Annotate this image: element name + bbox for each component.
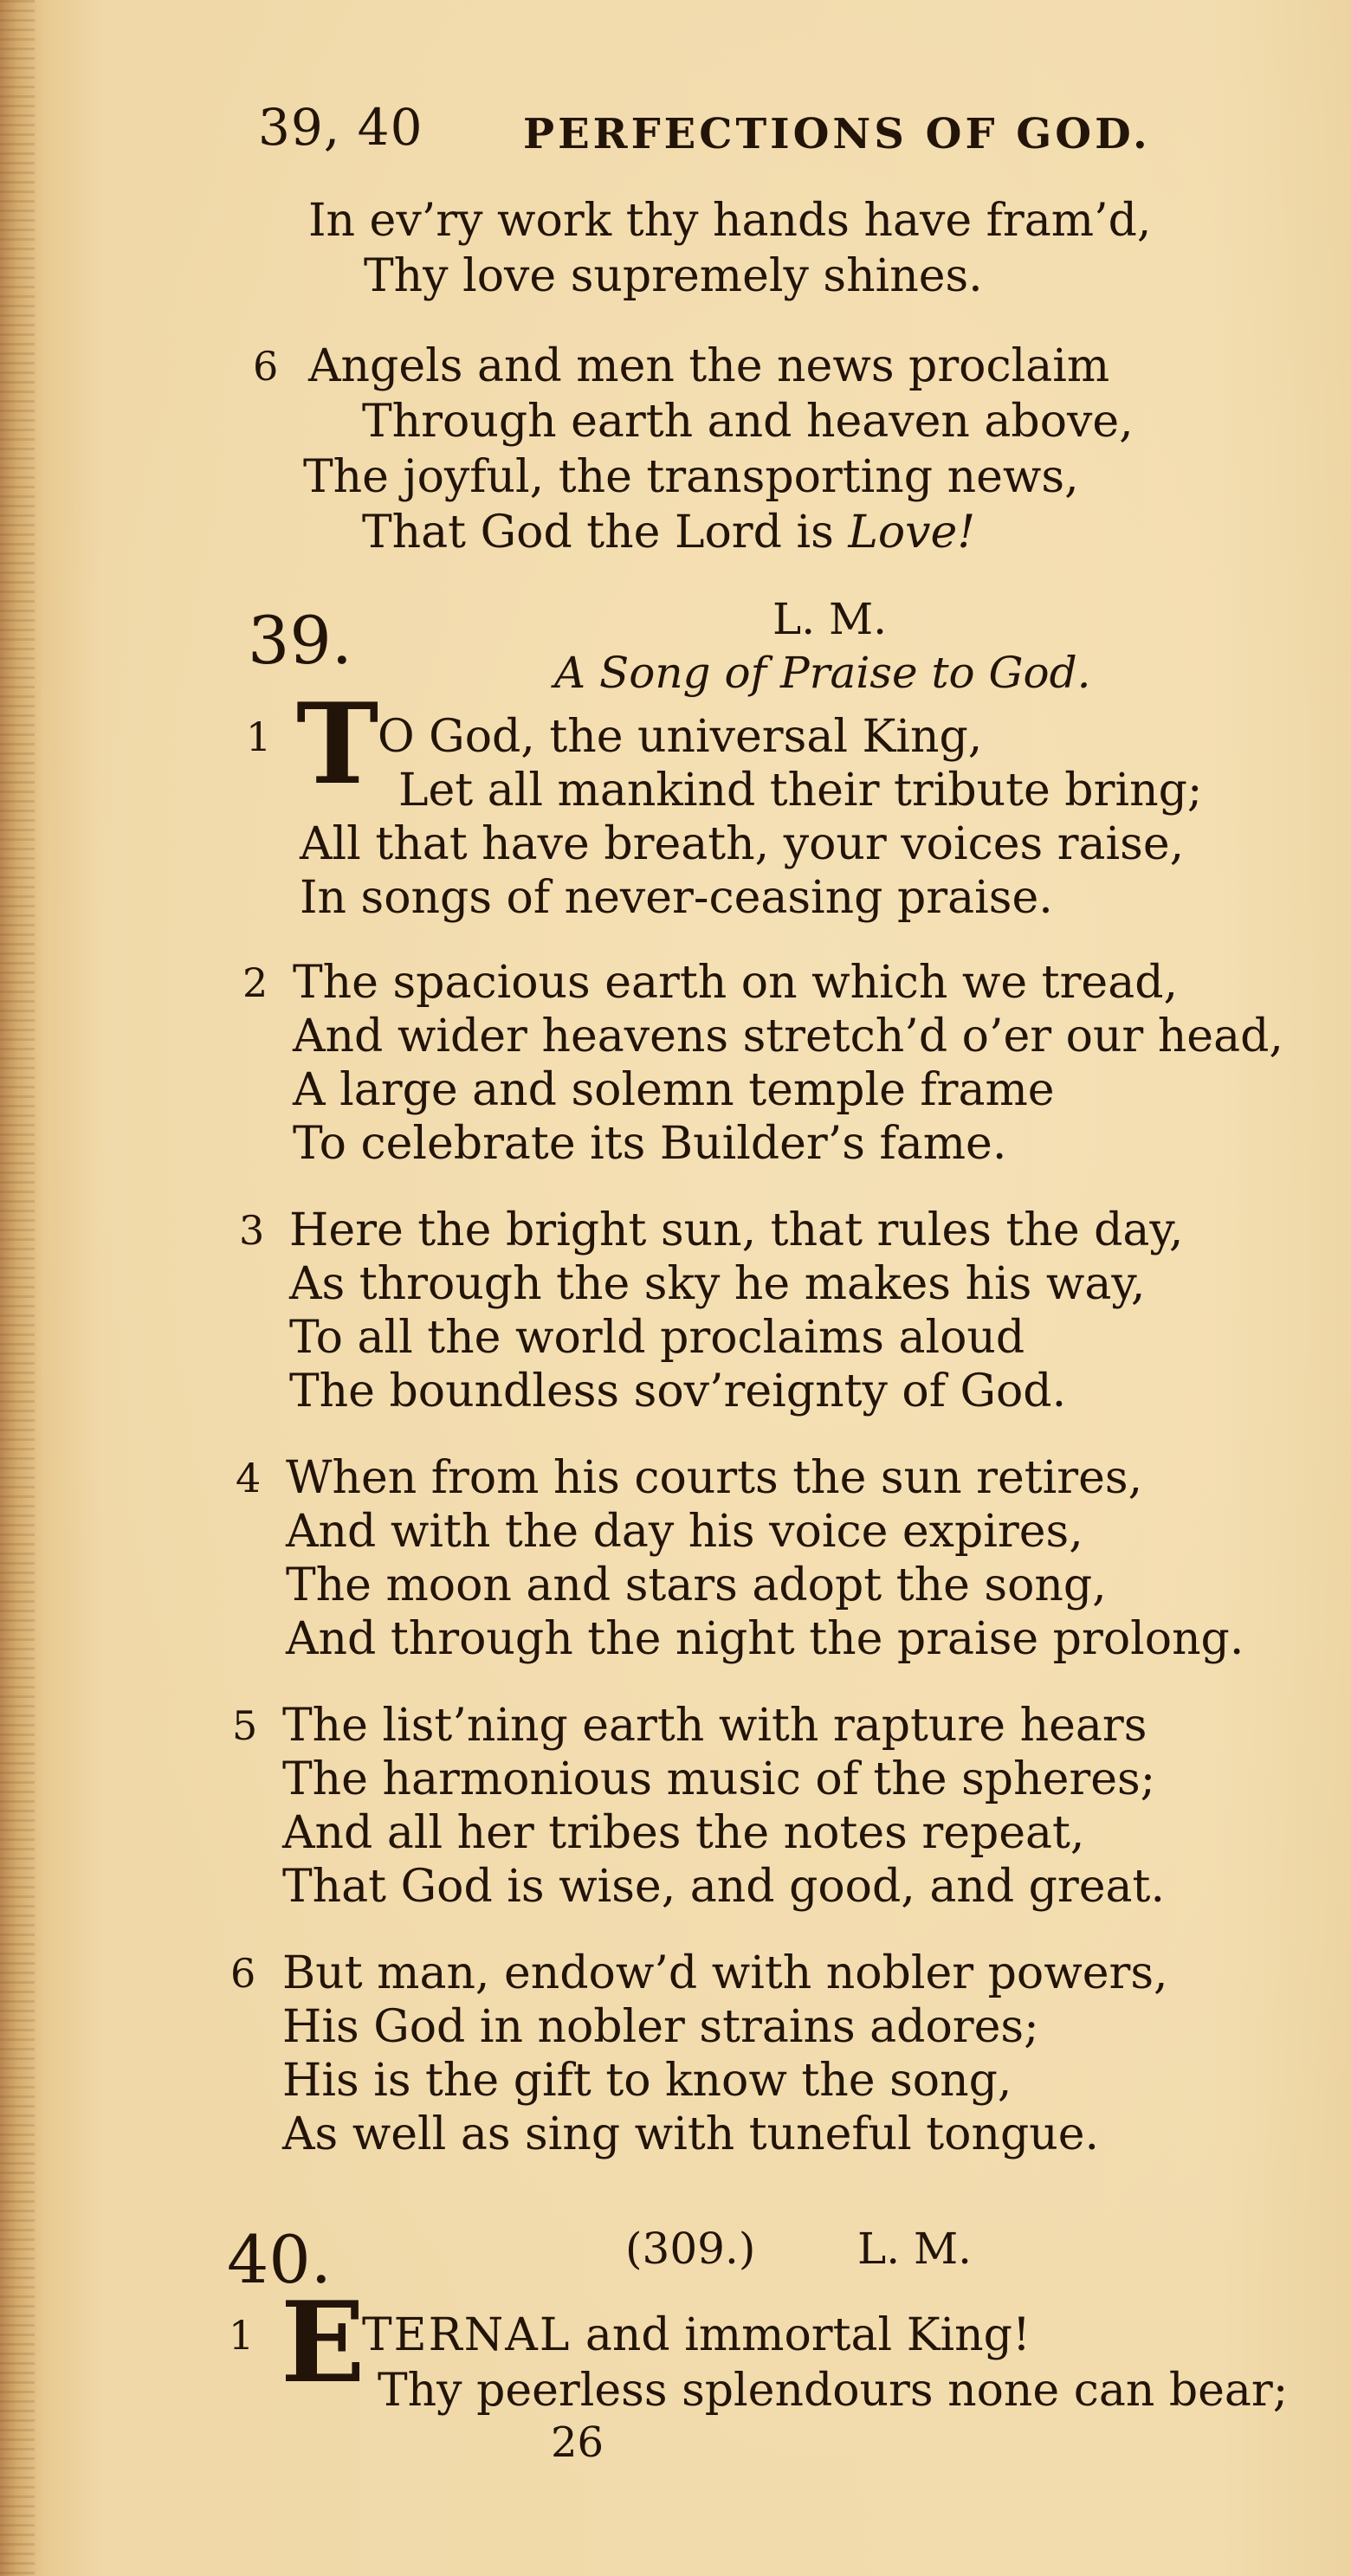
emphasized-word: Love! <box>848 507 976 558</box>
verse-line: A large and solemn temple frame <box>293 1064 1055 1116</box>
verse-line: In songs of never-ceasing praise. <box>300 872 1053 924</box>
verse-line: And with the day his voice expires, <box>286 1506 1083 1558</box>
verse-line: The harmonious music of the spheres; <box>282 1753 1156 1805</box>
verse-line: Angels and men the news proclaim <box>308 340 1110 392</box>
hymn-reference: (309.) <box>625 2224 756 2274</box>
verse-line: Through earth and heaven above, <box>362 396 1134 448</box>
verse-line-caps: TERNAL <box>362 2309 572 2361</box>
verse-line: As well as sing with tuneful tongue. <box>282 2108 1100 2160</box>
verse-line: And through the night the praise prolong. <box>286 1613 1244 1665</box>
stanza-number: 4 <box>236 1455 262 1501</box>
verse-line: Here the bright sun, that rules the day, <box>289 1204 1184 1256</box>
hymn-subtitle: A Song of Praise to God. <box>554 648 1091 698</box>
verse-line: The joyful, the transporting news, <box>303 451 1079 503</box>
verse-line: But man, endow’d with nobler powers, <box>282 1947 1168 1999</box>
verse-line <box>362 2308 1031 2362</box>
verse-line: The boundless sov’reignty of God. <box>289 1365 1067 1417</box>
verse-line: As through the sky he makes his way, <box>289 1258 1146 1310</box>
verse-line: Thy peerless splendours none can bear; <box>378 2365 1289 2417</box>
folio-signature: 26 <box>551 2418 604 2467</box>
page-gutter-edge <box>0 0 35 2576</box>
verse-line: And all her tribes the notes repeat, <box>282 1807 1085 1859</box>
drop-cap: E <box>281 2278 365 2408</box>
verse-line-text: and immortal King! <box>571 2309 1031 2361</box>
stanza-number: 2 <box>242 959 268 1006</box>
verse-line: In ev’ry work thy hands have fram’d, <box>308 195 1152 247</box>
running-head-page-numbers: 39, 40 <box>258 98 423 157</box>
verse-line: Let all mankind their tribute bring; <box>398 765 1203 817</box>
verse-line: And wider heavens stretch’d o’er our head, <box>293 1010 1283 1062</box>
verse-line: His God in nobler strains adores; <box>282 2001 1039 2053</box>
verse-line: When from his courts the sun retires, <box>286 1452 1143 1504</box>
stanza-number: 6 <box>253 343 279 390</box>
verse-line <box>362 506 975 559</box>
stanza-number: 1 <box>246 713 272 760</box>
verse-line: O God, the universal King, <box>378 711 983 763</box>
verse-line: Thy love supremely shines. <box>364 250 983 302</box>
stanza-number: 5 <box>232 1702 258 1749</box>
verse-line: To all the world proclaims aloud <box>289 1312 1025 1364</box>
running-head <box>258 97 1151 158</box>
stanza-number: 1 <box>229 2312 255 2359</box>
verse-line: The list’ning earth with rapture hears <box>282 1700 1147 1752</box>
hymn-number: 40. <box>227 2221 332 2298</box>
verse-line: The spacious earth on which we tread, <box>293 957 1179 1009</box>
drop-cap: T <box>296 680 379 810</box>
verse-line: His is the gift to know the song, <box>282 2055 1012 2107</box>
stanza-number: 3 <box>239 1207 265 1254</box>
hymn-meter: L. M. <box>857 2224 973 2274</box>
hymn-meter: L. M. <box>772 594 888 644</box>
verse-line-text: That God the Lord is <box>362 507 849 558</box>
stanza-number: 6 <box>230 1950 256 1997</box>
verse-line: To celebrate its Builder’s fame. <box>293 1118 1007 1170</box>
verse-line: That God is wise, and good, and great. <box>282 1861 1165 1913</box>
verse-line: All that have breath, your voices raise, <box>300 818 1185 870</box>
running-head-title: PERFECTIONS OF GOD. <box>523 110 1151 158</box>
verse-line: The moon and stars adopt the song, <box>286 1559 1107 1611</box>
hymn-number: 39. <box>248 602 352 679</box>
